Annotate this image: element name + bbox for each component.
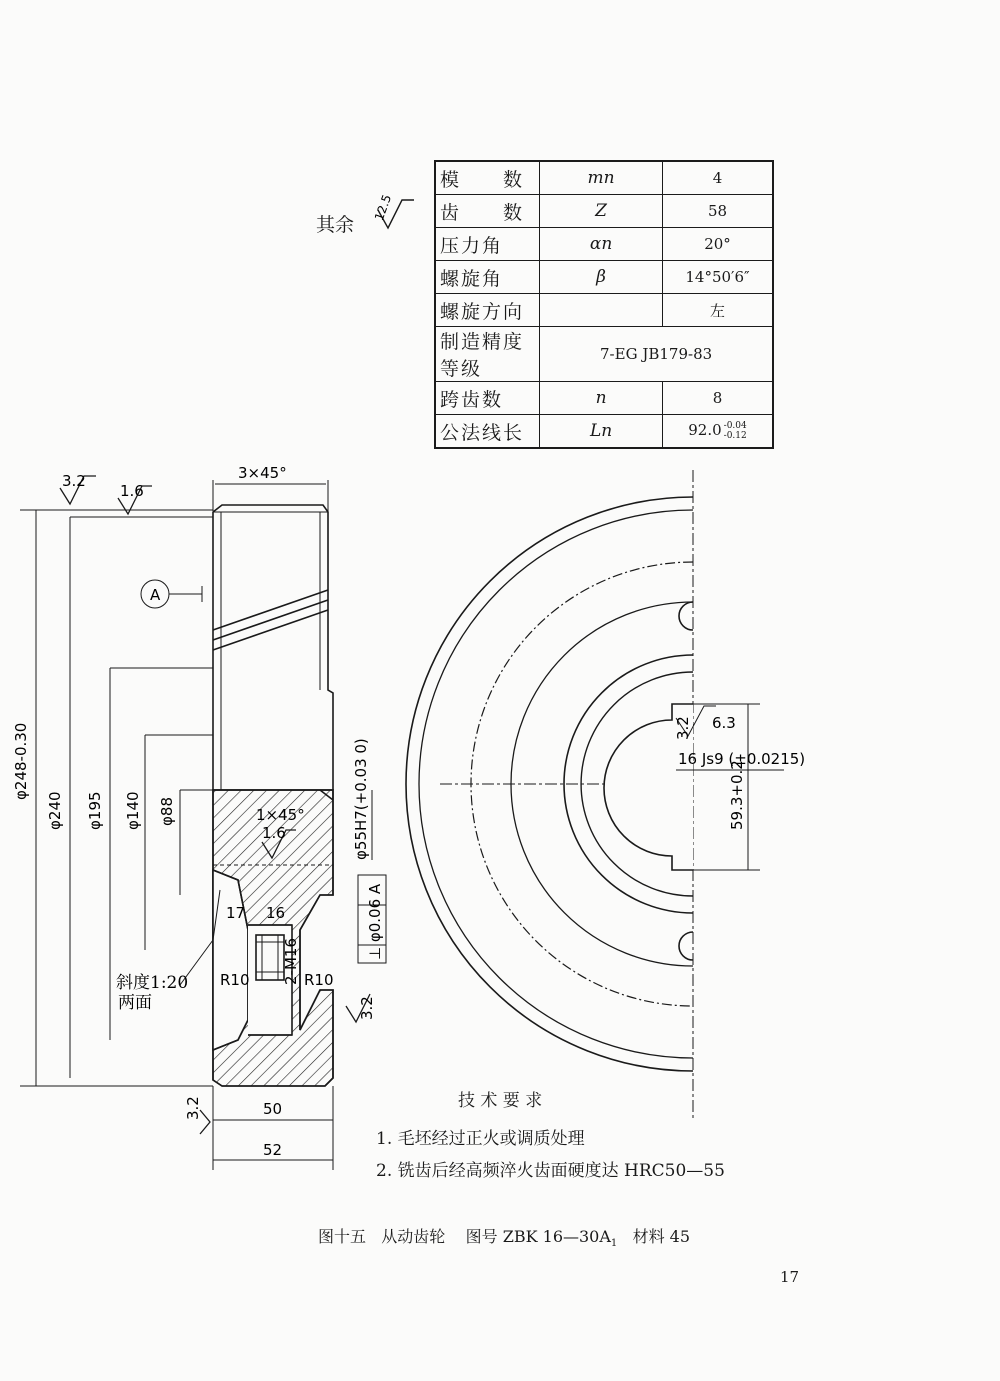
gear-param-name: 模 数 [435, 161, 540, 195]
dim-d195: φ195 [86, 791, 104, 830]
roughness-3-2-side: 3.2 [358, 996, 376, 1020]
taper-note-sides: 两面 [118, 993, 152, 1013]
gear-param-name: 制造精度等级 [435, 327, 540, 382]
dim-17: 17 [226, 904, 246, 922]
roughness-3-2-keyway: 3.2 [674, 716, 692, 740]
gear-param-value-text: 20° [704, 235, 731, 253]
gear-param-name: 公法线长 [435, 415, 540, 449]
perpendicularity-tolerance: ⊥ φ0.06 A [366, 883, 384, 960]
dim-r10-right: R10 [304, 971, 334, 989]
taper-note: 斜度1:20 [116, 973, 189, 993]
roughness-1-6-bore: 1.6 [262, 824, 286, 842]
roughness-note-label: 其余 [316, 214, 355, 236]
tech-requirement-1: 1. 毛坯经过正火或调质处理 [376, 1129, 585, 1149]
gear-param-value-text: 左 [709, 301, 725, 320]
dim-chamfer-bore: 1×45° [256, 806, 305, 824]
caption-figure-number: 图十五 [318, 1227, 367, 1246]
gear-param-symbol: Z [540, 195, 663, 228]
gear-param-value-text: 4 [712, 169, 723, 187]
gear-param-name: 螺旋角 [435, 261, 540, 294]
datum-a-label: A [150, 586, 161, 604]
caption-part-name: 从动齿轮 [381, 1227, 446, 1246]
caption-drawing-subscript: 1 [610, 1238, 618, 1250]
tolerance-lower: -0.12 [723, 431, 747, 441]
dim-r10-left: R10 [220, 971, 250, 989]
dim-chamfer-top: 3×45° [238, 464, 287, 482]
gear-param-name: 压力角 [435, 228, 540, 261]
gear-param-symbol: n [540, 382, 663, 415]
gear-param-symbol: mn [540, 161, 663, 195]
dim-keyway-height: 59.3+0.2 [728, 760, 746, 830]
roughness-3-2-bottom: 3.2 [184, 1096, 202, 1120]
gear-param-symbol: β [540, 261, 663, 294]
gear-param-value-text: 14°50′6″ [685, 268, 750, 286]
gear-param-value-text: 58 [707, 202, 728, 220]
dim-d55: φ55H7(+0.03 0) [352, 738, 370, 860]
tech-requirement-2: 2. 铣齿后经高频淬火齿面硬度达 HRC50—55 [376, 1161, 725, 1181]
dim-hole: 2-M16 [282, 938, 300, 985]
dim-d248: φ248-0.30 [12, 722, 30, 800]
dim-width-50: 50 [263, 1100, 283, 1118]
caption-material: 材料 45 [632, 1227, 691, 1246]
gear-param-value-text: 8 [712, 389, 723, 407]
dim-keyway-width: 16 Js9 (±0.0215) [678, 750, 806, 768]
dim-d240: φ240 [46, 791, 64, 830]
roughness-3-2-top: 3.2 [62, 472, 86, 490]
gear-param-symbol: αn [540, 228, 663, 261]
page-number: 17 [780, 1268, 800, 1286]
end-view [406, 470, 693, 1120]
gear-param-name: 齿 数 [435, 195, 540, 228]
gear-param-name: 跨齿数 [435, 382, 540, 415]
dim-width-52: 52 [263, 1141, 283, 1159]
roughness-6-3-keyway: 6.3 [712, 714, 736, 732]
caption-drawing-number: 图号 ZBK 16—30A [465, 1227, 611, 1246]
dim-16: 16 [266, 904, 286, 922]
gear-param-name: 螺旋方向 [435, 294, 540, 327]
gear-param-symbol: Ln [540, 415, 663, 449]
roughness-1-6-top: 1.6 [120, 482, 144, 500]
gear-param-value-text: 92.0 [688, 421, 722, 439]
roughness-value: 12.5 [371, 192, 395, 223]
gear-param-symbol: 7-EG JB179-83 [540, 327, 773, 382]
figure-caption [318, 1224, 690, 1249]
dim-d88: φ88 [158, 797, 176, 826]
tolerance-upper: -0.04 [723, 421, 747, 431]
section-view [213, 505, 333, 1086]
dim-d140: φ140 [124, 791, 142, 830]
tech-requirements-title: 技 术 要 求 [458, 1091, 543, 1111]
